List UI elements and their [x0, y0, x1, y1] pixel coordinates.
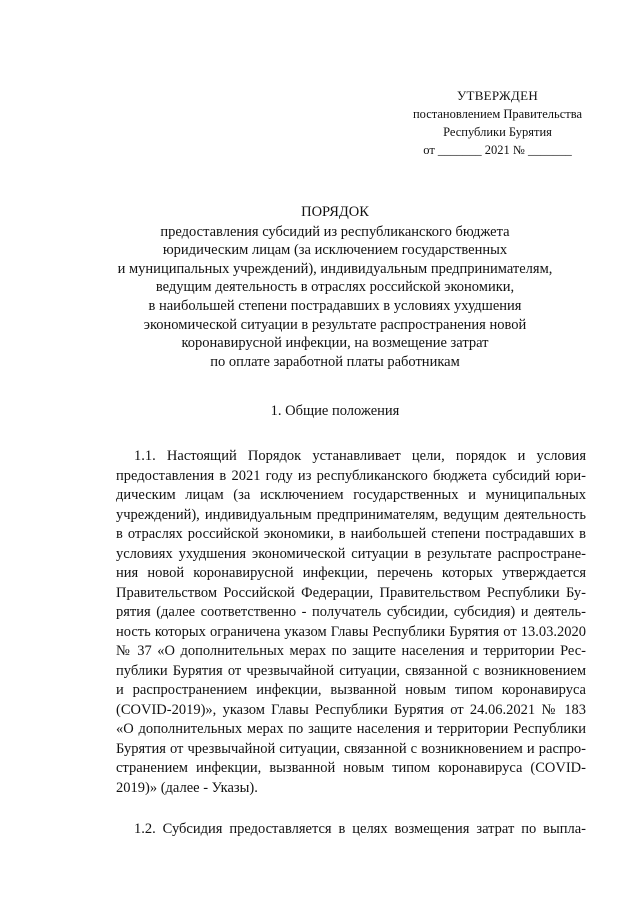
paragraph-line: условиях ухудшения экономической ситуации в результате распростране-	[116, 545, 586, 562]
paragraph-line: в отраслях российской экономики, в наибольшей степени пострадавших в	[116, 526, 586, 542]
paragraph-line: Правительством Российской Федерации, Правительством Республики Бу-	[116, 584, 586, 601]
paragraph-1-2	[116, 820, 586, 840]
paragraph-1-1	[116, 447, 586, 798]
paragraph-line: странением инфекции, вызванной новым типом коронавируса (COVID-	[116, 760, 586, 776]
paragraph-line: и распространением инфекции, вызванной новым типом коронавируса	[116, 682, 586, 698]
section-heading: 1. Общие положения	[270, 403, 400, 419]
title-line: по оплате заработной платы работникам	[210, 353, 460, 370]
paragraph-line: предоставления в 2021 году из республиканского бюджета субсидий юри-	[116, 467, 586, 484]
paragraph-line: рятия (далее соответственно - получатель субсидии, субсидия) и деятель-	[116, 604, 586, 620]
paragraph-line: «О дополнительных мерах по защите населения и территории Республики	[116, 721, 586, 737]
paragraph-line: учреждений), индивидуальным предпринимателям, ведущим деятельность	[116, 506, 586, 523]
paragraph-line: 1.2. Субсидия предоставляется в целях возмещения затрат по выпла-	[134, 821, 586, 837]
paragraph-line: ность которых ограничена указом Главы Республики Бурятия от 13.03.2020	[116, 623, 586, 640]
title-line: ведущим деятельность в отраслях российской экономики,	[155, 279, 515, 296]
paragraph-line: публики Бурятия от чрезвычайной ситуации, связанной с возникновением	[116, 662, 586, 679]
approval-region: Республики Бурятия	[443, 125, 552, 139]
title-heading: ПОРЯДОК	[301, 204, 369, 220]
approval-date-number: от _______ 2021 № _______	[423, 143, 572, 157]
title-line: коронавирусной инфекции, на возмещение затрат	[181, 335, 489, 352]
paragraph-line: (COVID-2019)», указом Главы Республики Бурятия от 24.06.2021 № 183	[116, 701, 586, 718]
paragraph-line: Бурятия от чрезвычайной ситуации, связанной с возникновением и распро-	[116, 740, 586, 757]
title-line: в наибольшей степени пострадавших в условиях ухудшения	[148, 297, 522, 314]
title-line: и муниципальных учреждений), индивидуальным предпринимателям,	[117, 260, 553, 277]
title-line: экономической ситуации в результате распространения новой	[143, 316, 527, 333]
approval-stamp	[400, 87, 595, 159]
title-line: предоставления субсидий из республиканского бюджета	[160, 223, 510, 240]
paragraph-line: 1.1. Настоящий Порядок устанавливает цели, порядок и условия	[134, 448, 586, 464]
approval-heading: УТВЕРЖДЕН	[456, 88, 539, 103]
paragraph-line: дическим лицам (за исключением государственных и муниципальных	[116, 487, 586, 503]
paragraph-line: 2019)» (далее - Указы).	[116, 779, 258, 796]
document-title	[85, 203, 585, 371]
approval-authority: постановлением Правительства	[412, 107, 583, 121]
paragraph-line: № 37 «О дополнительных мерах по защите населения и территории Рес-	[116, 643, 586, 659]
paragraph-line: ния новой коронавирусной инфекции, перечень которых утверждается	[116, 565, 586, 581]
title-line: юридическим лицам (за исключением государственных	[162, 242, 508, 259]
